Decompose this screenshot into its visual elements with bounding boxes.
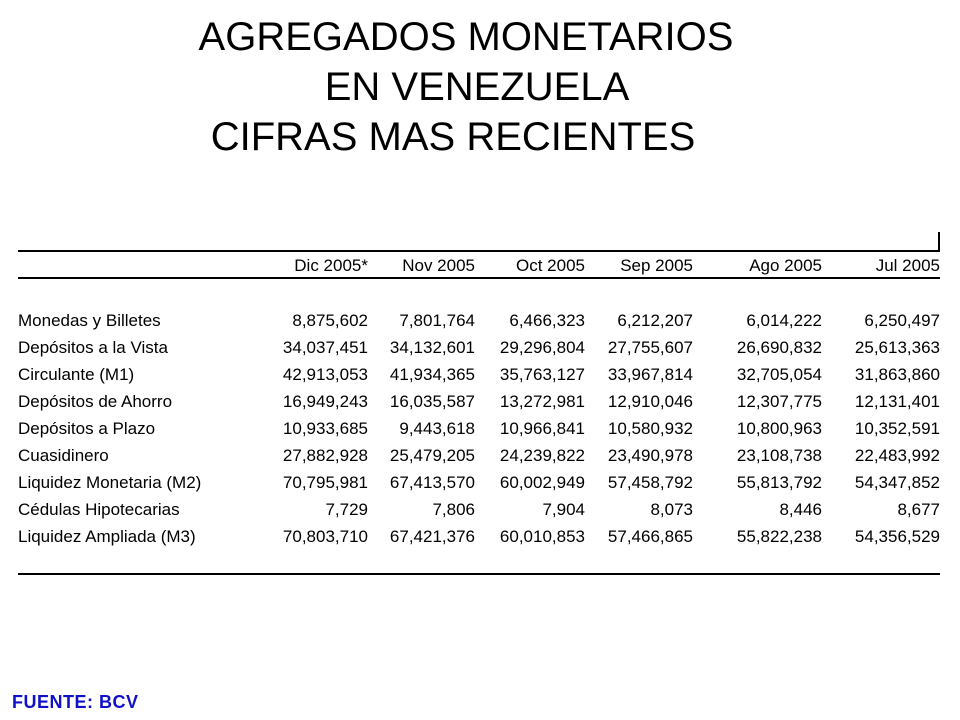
table-bottom-rule xyxy=(18,573,940,575)
title-line-2: EN VENEZUELA xyxy=(324,65,630,109)
cell-value: 10,800,963 xyxy=(736,418,822,438)
table-row-monedas-y-billetes xyxy=(18,307,940,334)
cell-value: 25,613,363 xyxy=(854,337,940,357)
cell-value: 6,014,222 xyxy=(746,310,822,330)
cell-value: 8,677 xyxy=(897,499,940,519)
cell-value: 26,690,832 xyxy=(736,337,822,357)
cell-value: 6,212,207 xyxy=(617,310,693,330)
table-header-row xyxy=(18,254,940,278)
cell-value: 60,010,853 xyxy=(499,526,585,546)
table-row-depositos-a-la-vista xyxy=(18,334,940,361)
cell-value: 10,933,685 xyxy=(282,418,368,438)
cell-value: 22,483,992 xyxy=(854,445,940,465)
cell-value: 6,466,323 xyxy=(509,310,585,330)
row-label: Depósitos a la Vista xyxy=(18,337,168,357)
monetary-aggregates-table xyxy=(18,254,940,550)
cell-value: 12,307,775 xyxy=(736,391,822,411)
row-label: Depósitos a Plazo xyxy=(18,418,156,438)
table-row-cedulas-hipotecarias xyxy=(18,496,940,523)
cell-value: 54,356,529 xyxy=(854,526,940,546)
cell-value: 31,863,860 xyxy=(854,364,940,384)
cell-value: 55,822,238 xyxy=(736,526,822,546)
cell-value: 42,913,053 xyxy=(282,364,368,384)
cell-value: 54,347,852 xyxy=(854,472,940,492)
column-header-nov-2005: Nov 2005 xyxy=(402,256,475,275)
cell-value: 60,002,949 xyxy=(499,472,585,492)
title-line-3: CIFRAS MAS RECIENTES xyxy=(210,115,696,159)
cell-value: 29,296,804 xyxy=(499,337,585,357)
table-row-liquidez-ampliada-m3 xyxy=(18,523,940,550)
column-header-ago-2005: Ago 2005 xyxy=(749,256,822,275)
row-label: Liquidez Ampliada (M3) xyxy=(18,526,196,546)
table-row-depositos-a-plazo xyxy=(18,415,940,442)
cell-value: 8,875,602 xyxy=(292,310,368,330)
row-label: Depósitos de Ahorro xyxy=(18,391,173,411)
column-header-oct-2005: Oct 2005 xyxy=(516,256,585,275)
cell-value: 27,882,928 xyxy=(282,445,368,465)
column-header-jul-2005: Jul 2005 xyxy=(875,256,940,275)
title-line-1: AGREGADOS MONETARIOS xyxy=(198,15,734,59)
cell-value: 55,813,792 xyxy=(736,472,822,492)
row-label: Circulante (M1) xyxy=(18,364,135,384)
table-row-liquidez-monetaria-m2 xyxy=(18,469,940,496)
cell-value: 35,763,127 xyxy=(499,364,585,384)
row-label: Monedas y Billetes xyxy=(18,310,161,330)
cell-value: 67,413,570 xyxy=(389,472,475,492)
cell-value: 7,904 xyxy=(542,499,585,519)
cell-value: 23,108,738 xyxy=(736,445,822,465)
cell-value: 57,458,792 xyxy=(607,472,693,492)
page-title xyxy=(0,12,960,162)
cell-value: 27,755,607 xyxy=(607,337,693,357)
cell-value: 70,795,981 xyxy=(282,472,368,492)
column-header-dic-2005: Dic 2005* xyxy=(294,256,368,275)
cell-value: 33,967,814 xyxy=(607,364,693,384)
cell-value: 7,729 xyxy=(325,499,368,519)
row-label: Cédulas Hipotecarias xyxy=(18,499,180,519)
header-label-cell xyxy=(18,254,250,278)
cell-value: 25,479,205 xyxy=(389,445,475,465)
cell-value: 10,352,591 xyxy=(854,418,940,438)
cell-value: 8,446 xyxy=(779,499,822,519)
cell-value: 57,466,865 xyxy=(607,526,693,546)
cell-value: 16,949,243 xyxy=(282,391,368,411)
cell-value: 10,966,841 xyxy=(499,418,585,438)
cell-value: 67,421,376 xyxy=(389,526,475,546)
cell-value: 9,443,618 xyxy=(399,418,475,438)
cell-value: 7,801,764 xyxy=(399,310,475,330)
table-spacer-row xyxy=(18,278,940,307)
source-note: FUENTE: BCV xyxy=(12,692,139,712)
cell-value: 32,705,054 xyxy=(736,364,822,384)
cell-value: 34,037,451 xyxy=(282,337,368,357)
cell-value: 12,131,401 xyxy=(854,391,940,411)
cell-value: 16,035,587 xyxy=(389,391,475,411)
cell-value: 34,132,601 xyxy=(389,337,475,357)
cell-value: 23,490,978 xyxy=(607,445,693,465)
cell-value: 6,250,497 xyxy=(864,310,940,330)
cell-value: 24,239,822 xyxy=(499,445,585,465)
row-label: Liquidez Monetaria (M2) xyxy=(18,472,202,492)
cell-value: 12,910,046 xyxy=(607,391,693,411)
cell-value: 8,073 xyxy=(650,499,693,519)
cell-value: 41,934,365 xyxy=(389,364,475,384)
table-corner-tick xyxy=(938,232,940,252)
table-row-cuasidinero xyxy=(18,442,940,469)
column-header-sep-2005: Sep 2005 xyxy=(620,256,693,275)
cell-value: 13,272,981 xyxy=(499,391,585,411)
table-top-rule xyxy=(18,250,940,252)
table-row-depositos-de-ahorro xyxy=(18,388,940,415)
cell-value: 7,806 xyxy=(432,499,475,519)
table-row-circulante-m1 xyxy=(18,361,940,388)
cell-value: 10,580,932 xyxy=(607,418,693,438)
row-label: Cuasidinero xyxy=(18,445,109,465)
cell-value: 70,803,710 xyxy=(282,526,368,546)
